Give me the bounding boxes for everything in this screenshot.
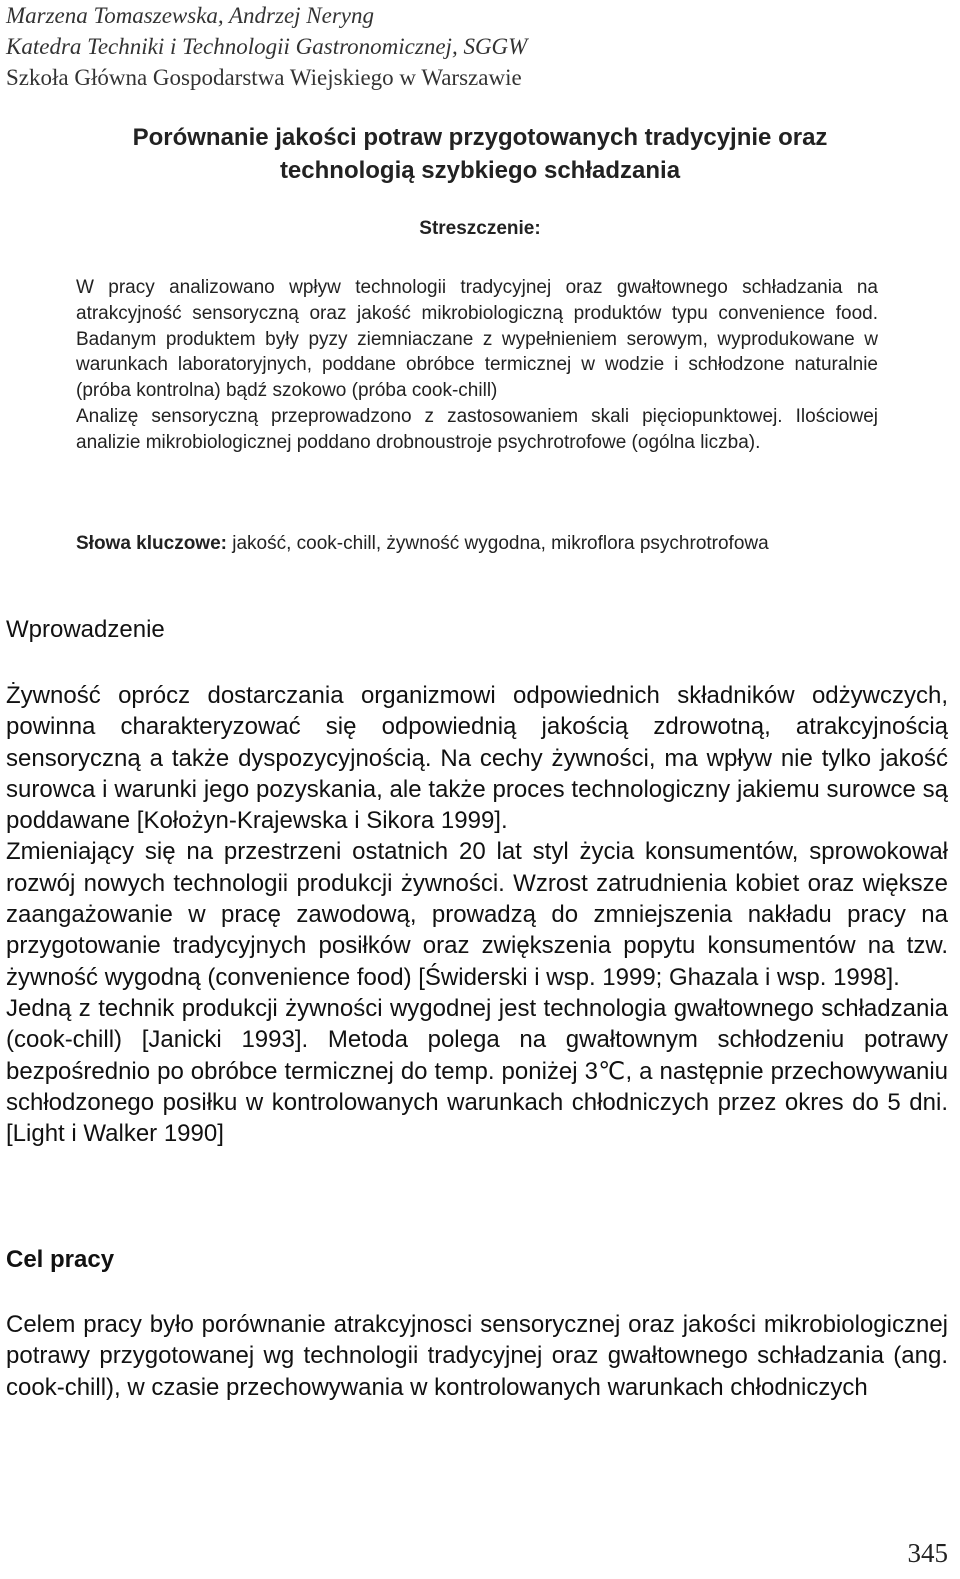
intro-paragraph-3: Jedną z technik produkcji żywności wygodnej jest technologia gwałtownego schładzania (cook-chill) [Janicki 1993]. Metoda polega na gwałtownym schłodzeniu potrawy bezpośrednio po obróbce termicznej do temp. poniżej 3℃, a następnie przechowywaniu schłodzonego posiłku w kontrolowanych warunkach chłodniczych przez okres do 5 dni. [Light i Walker 1990] — [6, 994, 948, 1148]
keywords — [76, 531, 878, 557]
intro-paragraph-1: Żywność oprócz dostarczania organizmowi odpowiednich składników odżywczych, powinna charakteryzować się odpowiednią jakością zdrowotną, atrakcyjnością sensoryczną a także dyspozycyjnością. Na cechy żywności, ma wpływ nie tylko jakość surowca i warunki jego pozyskania, ale także proces technologiczny jakiemu surowce są poddawane [Kołożyn-Krajewska i Sikora 1999]. — [6, 682, 948, 835]
title-line-1: Porównanie jakości potraw przygotowanych tradycyjnie oraz — [132, 124, 828, 151]
section-heading-introduction: Wprowadzenie — [6, 616, 165, 643]
paper-title — [0, 121, 960, 187]
aim-paragraph-1: Celem pracy było porównanie atrakcyjnosci sensorycznej oraz jakości mikrobiologicznej potrawy przygotowanej wg technologii tradycyjnej oraz gwałtownego schładzania (ang. cook-chill), w czasie przechowywania w kontrolowanych warunkach chłodniczych — [6, 1311, 948, 1401]
keywords-text: jakość, cook-chill, żywność wygodna, mikroflora psychrotrofowa — [226, 533, 769, 554]
abstract-paragraph-2: Analizę sensoryczną przeprowadzono z zastosowaniem skali pięciopunktowej. Ilościowej analizie mikrobiologicznej poddano drobnoustroje psychrotrofowe (ogólna liczba). — [76, 405, 878, 453]
university: Szkoła Główna Gospodarstwa Wiejskiego w Warszawie — [6, 65, 522, 90]
intro-paragraph-2: Zmieniający się na przestrzeni ostatnich 20 lat styl życia konsumentów, sprowokował rozwój nowych technologii produkcji żywności. Wzrost zatrudnienia kobiet oraz większe zaangażowanie w pracę zawodową, prowadzą do zmniejszenia nakładu pracy na przygotowanie tradycyjnych posiłków oraz zwiększenia popytu konsumentów na tzw. żywność wygodną (convenience food) [Świderski i wsp. 1999; Ghazala i wsp. 1998]. — [6, 838, 948, 991]
aim-body — [6, 1309, 948, 1403]
abstract — [76, 275, 878, 456]
author-header — [6, 0, 906, 93]
introduction-body — [6, 680, 948, 1149]
page-number: 345 — [907, 1538, 948, 1568]
section-heading-aim: Cel pracy — [6, 1246, 115, 1273]
authors: Marzena Tomaszewska, Andrzej Neryng — [6, 3, 375, 28]
department: Katedra Techniki i Technologii Gastronomicznej, SGGW — [6, 34, 528, 59]
abstract-paragraph-1: W pracy analizowano wpływ technologii tradycyjnej oraz gwałtownego schładzania na atrakcyjność sensoryczną oraz jakość mikrobiologiczną produktów typu convenience food. Badanym produktem były pyzy ziemniaczane z wypełnieniem serowym, wyprodukowane w warunkach laboratoryjnych, poddane obróbce termicznej w wodzie i schłodzone naturalnie (próba kontrolna) bądź szokowo (próba cook-chill) — [76, 277, 878, 402]
keywords-label: Słowa kluczowe: — [76, 533, 227, 554]
title-line-2: technologią szybkiego schładzania — [279, 157, 681, 184]
abstract-heading: Streszczenie: — [419, 218, 541, 239]
